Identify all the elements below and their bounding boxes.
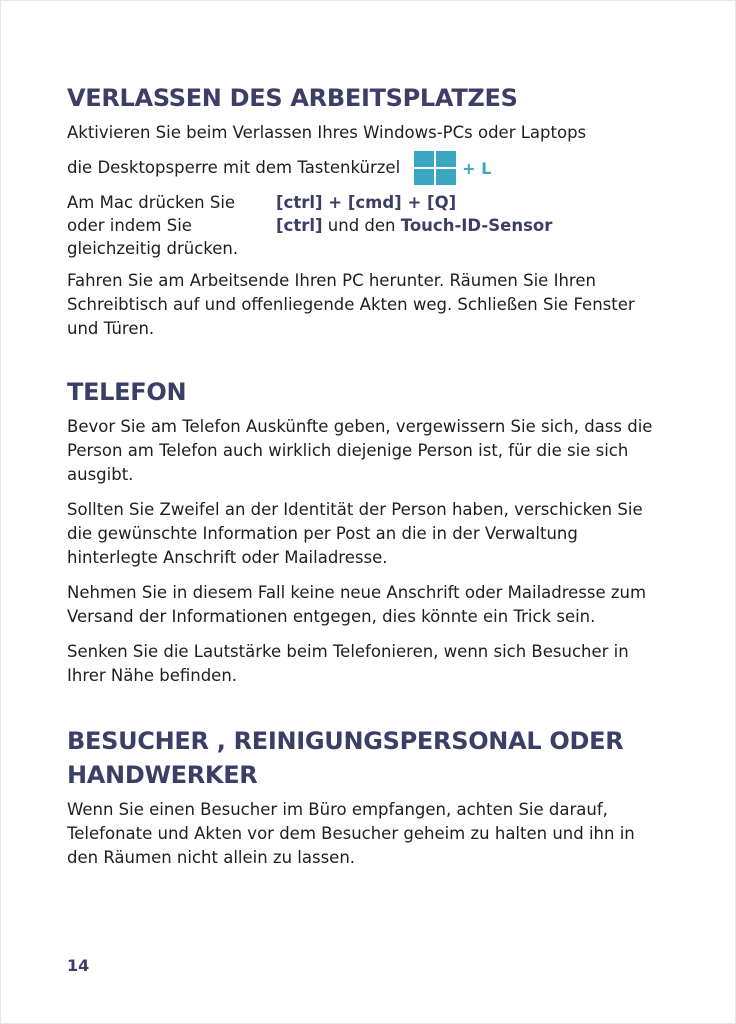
mac-left-1: Am Mac drücken Sie: [67, 193, 236, 212]
page-number: 14: [67, 956, 90, 975]
paragraph-telefon-3: Nehmen Sie in diesem Fall keine neue Anschrift oder Mailadresse zum Versand der Informationen entgegen, dies könnte ein Trick sein.: [67, 583, 647, 626]
section-title-verlassen: VERLASSEN DES ARBEITSPLATZES: [67, 84, 518, 112]
paragraph-windows-line1: Aktivieren Sie beim Verlassen Ihres Windows-PCs oder Laptops: [67, 123, 587, 142]
mac-connector: und den: [322, 216, 401, 235]
paragraph-telefon-4: Senken Sie die Lautstärke beim Telefonieren, wenn sich Besucher in Ihrer Nähe befinden.: [67, 642, 629, 685]
section-title-telefon: TELEFON: [67, 378, 187, 406]
paragraph-besucher-1: Wenn Sie einen Besucher im Büro empfangen, achten Sie darauf, Telefonate und Akten vor dem Besucher geheim zu halten und ihn in den Räumen nicht allein zu lassen.: [67, 800, 635, 867]
paragraph-telefon-2: Sollten Sie Zweifel an der Identität der Person haben, verschicken Sie die gewünschte Information per Post an die in der Verwaltung hinterlegte Anschrift oder Mailadresse.: [67, 500, 643, 567]
mac-left-3: gleichzeitig drücken.: [67, 239, 239, 258]
section-title-besucher: BESUCHER , REINIGUNGSPERSONAL ODER HANDWERKER: [67, 727, 624, 789]
shortcut-line: [67, 151, 677, 185]
mac-instructions: [67, 191, 677, 260]
windows-logo-icon: [414, 151, 456, 185]
paragraph-shutdown: Fahren Sie am Arbeitsende Ihren PC herunter. Räumen Sie Ihren Schreibtisch auf und offenliegende Akten weg. Schließen Sie Fenster und Türen.: [67, 271, 635, 338]
mac-shortcut-1: [ctrl] + [cmd] + [Q]: [276, 193, 457, 212]
page-content: [67, 81, 677, 870]
paragraph-telefon-1: Bevor Sie am Telefon Auskünfte geben, vergewissern Sie sich, dass die Person am Telefon auch wirklich diejenige Person ist, für die sie sich ausgibt.: [67, 417, 653, 484]
touch-id-sensor: Touch-ID-Sensor: [400, 216, 553, 235]
mac-shortcut-2: [276, 214, 677, 237]
mac-left-2: oder indem Sie: [67, 216, 192, 235]
mac-ctrl-key: [ctrl]: [276, 216, 323, 235]
paragraph-windows-line2: die Desktopsperre mit dem Tastenkürzel: [67, 158, 401, 177]
shortcut-suffix: + L: [462, 158, 492, 178]
